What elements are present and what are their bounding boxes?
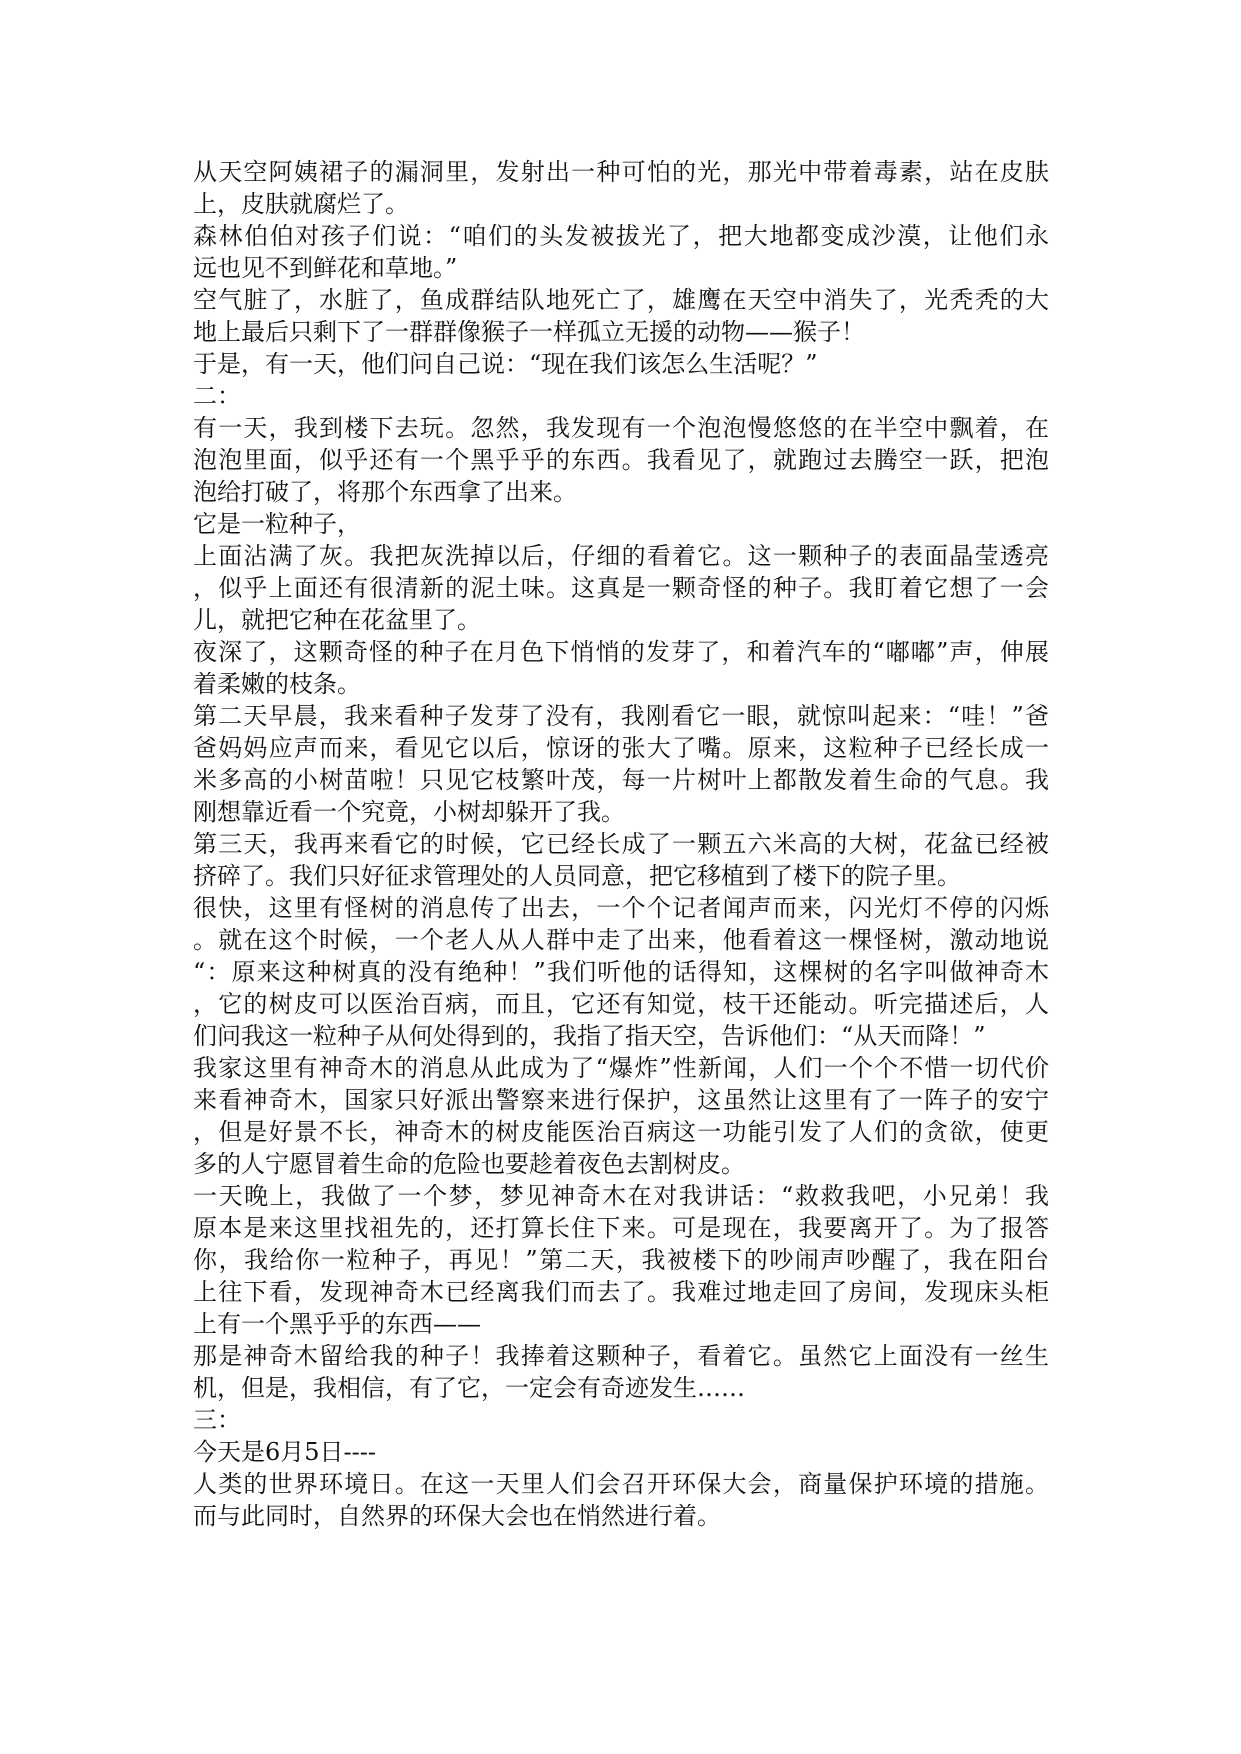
- text-line: 二：: [193, 382, 241, 410]
- text-line: 刚想靠近看一个究竟，小树却躲开了我。: [193, 798, 625, 826]
- text-line: 今天是6月5日----: [193, 1438, 376, 1466]
- text-line: ，它的树皮可以医治百病，而且，它还有知觉，枝干还能动。听完描述后，人: [193, 990, 1049, 1018]
- text-line: 上面沾满了灰。我把灰洗掉以后，仔细的看着它。这一颗种子的表面晶莹透亮: [193, 542, 1049, 570]
- text-line: 森林伯伯对孩子们说：“咱们的头发被拔光了，把大地都变成沙漠，让他们永: [193, 222, 1049, 250]
- text-line: 第二天早晨，我来看种子发芽了没有，我刚看它一眼，就惊叫起来：“哇！”爸: [193, 702, 1049, 730]
- text-line: 很快，这里有怪树的消息传了出去，一个个记者闻声而来，闪光灯不停的闪烁: [193, 894, 1049, 922]
- text-line: 上有一个黑乎乎的东西——: [193, 1310, 481, 1338]
- text-line: 那是神奇木留给我的种子！我捧着这颗种子，看着它。虽然它上面没有一丝生: [193, 1342, 1049, 1370]
- text-line: ，似乎上面还有很清新的泥土味。这真是一颗奇怪的种子。我盯着它想了一会: [193, 574, 1049, 602]
- text-line: 你，我给你一粒种子，再见！”第二天，我被楼下的吵闹声吵醒了，我在阳台: [193, 1246, 1049, 1274]
- text-line: 上往下看，发现神奇木已经离我们而去了。我难过地走回了房间，发现床头柜: [193, 1278, 1049, 1306]
- text-line: 远也见不到鲜花和草地。”: [193, 254, 458, 282]
- text-line: 上，皮肤就腐烂了。: [193, 190, 409, 218]
- text-line: 一天晚上，我做了一个梦，梦见神奇木在对我讲话：“救救我吧，小兄弟！我: [193, 1182, 1049, 1210]
- text-line: 。就在这个时候，一个老人从人群中走了出来，他看着这一棵怪树，激动地说: [193, 926, 1049, 954]
- text-line: 多的人宁愿冒着生命的危险也要趁着夜色去割树皮。: [193, 1150, 745, 1178]
- text-line: ，但是好景不长，神奇木的树皮能医治百病这一功能引发了人们的贪欲，使更: [193, 1118, 1049, 1146]
- text-line: 们问我这一粒种子从何处得到的，我指了指天空，告诉他们：“从天而降！”: [193, 1022, 986, 1050]
- text-line: “：原来这种树真的没有绝种！”我们听他的话得知，这棵树的名字叫做神奇木: [193, 958, 1049, 986]
- text-line: 第三天，我再来看它的时候，它已经长成了一颗五六米高的大树，花盆已经被: [193, 830, 1049, 858]
- text-line: 从天空阿姨裙子的漏洞里，发射出一种可怕的光，那光中带着毒素，站在皮肤: [193, 158, 1049, 186]
- document-page: [193, 156, 1049, 1532]
- text-line: 我家这里有神奇木的消息从此成为了“爆炸”性新闻，人们一个个不惜一切代价: [193, 1054, 1049, 1082]
- text-line: 它是一粒种子，: [193, 510, 361, 538]
- text-line: 儿，就把它种在花盆里了。: [193, 606, 481, 634]
- text-line: 米多高的小树苗啦！只见它枝繁叶茂，每一片树叶上都散发着生命的气息。我: [193, 766, 1049, 794]
- text-line: 人类的世界环境日。在这一天里人们会召开环保大会，商量保护环境的措施。: [193, 1470, 1049, 1498]
- text-line: 空气脏了，水脏了，鱼成群结队地死亡了，雄鹰在天空中消失了，光秃秃的大: [193, 286, 1049, 314]
- text-line: 机，但是，我相信，有了它，一定会有奇迹发生……: [193, 1374, 745, 1402]
- text-line: 泡泡里面，似乎还有一个黑乎乎的东西。我看见了，就跑过去腾空一跃，把泡: [193, 446, 1049, 474]
- text-line: 原本是来这里找祖先的，还打算长住下来。可是现在，我要离开了。为了报答: [193, 1214, 1049, 1242]
- text-line: 三：: [193, 1406, 241, 1434]
- text-line: 泡给打破了，将那个东西拿了出来。: [193, 478, 577, 506]
- text-line: 着柔嫩的枝条。: [193, 670, 361, 698]
- text-line: 于是，有一天，他们问自己说：“现在我们该怎么生活呢？”: [193, 350, 818, 378]
- text-line: 挤碎了。我们只好征求管理处的人员同意，把它移植到了楼下的院子里。: [193, 862, 961, 890]
- text-line: 有一天，我到楼下去玩。忽然，我发现有一个泡泡慢悠悠的在半空中飘着，在: [193, 414, 1049, 442]
- text-line: 夜深了，这颗奇怪的种子在月色下悄悄的发芽了，和着汽车的“嘟嘟”声，伸展: [193, 638, 1049, 666]
- text-line: 爸妈妈应声而来，看见它以后，惊讶的张大了嘴。原来，这粒种子已经长成一: [193, 734, 1049, 762]
- text-line: 地上最后只剩下了一群群像猴子一样孤立无援的动物——猴子！: [193, 318, 865, 346]
- text-line: 来看神奇木，国家只好派出警察来进行保护，这虽然让这里有了一阵子的安宁: [193, 1086, 1049, 1114]
- text-line: 而与此同时，自然界的环保大会也在悄然进行着。: [193, 1502, 721, 1530]
